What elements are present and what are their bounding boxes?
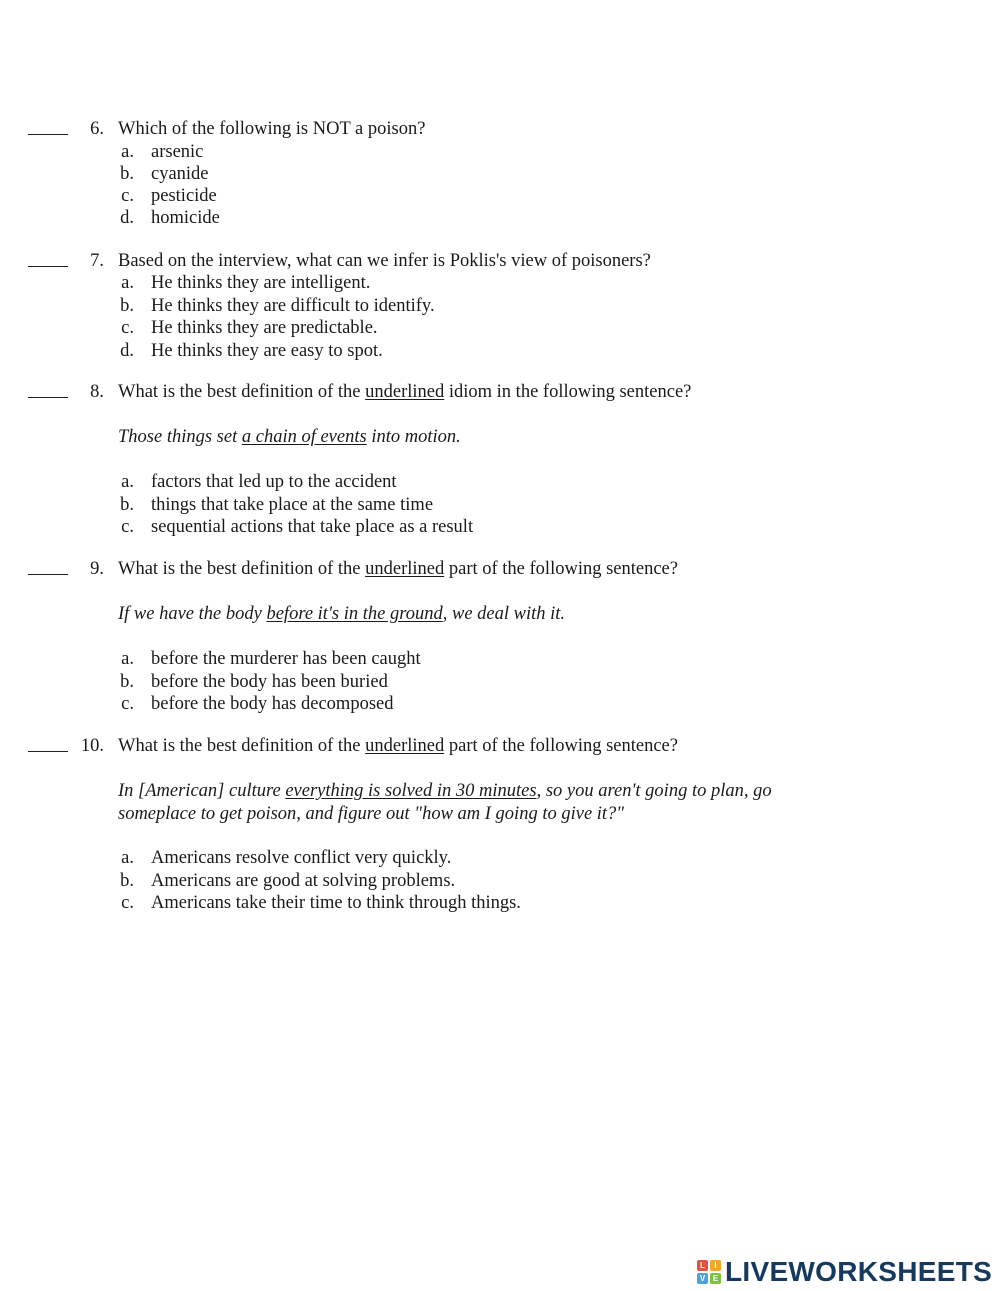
option-text: things that take place at the same time: [151, 495, 434, 515]
liveworksheets-logo: [697, 1255, 992, 1289]
question-text: What is the best definition of the underlined part of the following sentence?: [118, 559, 678, 579]
logo-text: LIVEWORKSHEETS: [725, 1256, 993, 1287]
option-label: b.: [120, 672, 134, 692]
option-label: a.: [121, 142, 134, 162]
question-text: What is the best definition of the underlined idiom in the following sentence?: [118, 382, 692, 402]
option-text: pesticide: [151, 186, 217, 206]
example-sentence-line-1: In [American] culture everything is solved in 30 minutes, so you aren't going to plan, go: [118, 781, 772, 801]
option-label: a.: [121, 649, 134, 669]
question-number: 6.: [90, 119, 104, 139]
option-label: b.: [120, 495, 134, 515]
option-text: arsenic: [151, 142, 204, 162]
logo-grid-icon: [697, 1260, 721, 1284]
option-label: c.: [121, 186, 134, 206]
option-text: cyanide: [151, 164, 209, 184]
option-text: He thinks they are difficult to identify.: [151, 296, 435, 316]
option-text: before the body has decomposed: [151, 694, 394, 714]
question-number: 10.: [80, 736, 104, 756]
example-sentence-line-2: someplace to get poison, and figure out "how am I going to give it?": [118, 804, 625, 824]
option-label: c.: [121, 893, 134, 913]
option-label: b.: [120, 296, 134, 316]
option-text: He thinks they are intelligent.: [151, 273, 371, 293]
option-text: factors that led up to the accident: [151, 472, 397, 492]
option-label: b.: [120, 871, 134, 891]
underlined-phrase: before it's in the ground: [266, 604, 443, 624]
underlined-word: underlined: [365, 736, 445, 756]
option-text: before the murderer has been caught: [151, 649, 421, 669]
question-number: 9.: [90, 559, 104, 579]
example-sentence: Those things set a chain of events into motion.: [118, 427, 461, 447]
question-text: What is the best definition of the underlined part of the following sentence?: [118, 736, 678, 756]
question-text: Based on the interview, what can we infer is Poklis's view of poisoners?: [118, 251, 651, 271]
option-label: a.: [121, 472, 134, 492]
question-text: Which of the following is NOT a poison?: [118, 119, 426, 139]
option-text: Americans take their time to think through things.: [151, 893, 521, 913]
logo-square-v: V: [697, 1273, 708, 1284]
option-label: a.: [121, 848, 134, 868]
underlined-word: underlined: [365, 382, 445, 402]
underlined-phrase: everything is solved in 30 minutes: [285, 781, 537, 801]
option-label: d.: [120, 341, 134, 361]
option-text: He thinks they are predictable.: [151, 318, 378, 338]
question-number: 8.: [90, 382, 104, 402]
option-label: d.: [120, 208, 134, 228]
option-label: c.: [121, 694, 134, 714]
underlined-word: underlined: [365, 559, 445, 579]
logo-square-e: E: [710, 1273, 721, 1284]
option-label: c.: [121, 517, 134, 537]
underlined-phrase: a chain of events: [241, 427, 367, 447]
question-number: 7.: [90, 251, 104, 271]
option-label: b.: [120, 164, 134, 184]
option-label: a.: [121, 273, 134, 293]
option-text: He thinks they are easy to spot.: [151, 341, 383, 361]
option-text: Americans are good at solving problems.: [151, 871, 456, 891]
example-sentence: If we have the body before it's in the ground, we deal with it.: [118, 604, 566, 624]
option-text: Americans resolve conflict very quickly.: [151, 848, 452, 868]
option-text: homicide: [151, 208, 220, 228]
logo-square-l: L: [697, 1260, 708, 1271]
logo-square-i: I: [710, 1260, 721, 1271]
option-text: sequential actions that take place as a result: [151, 517, 474, 537]
option-text: before the body has been buried: [151, 672, 388, 692]
option-label: c.: [121, 318, 134, 338]
